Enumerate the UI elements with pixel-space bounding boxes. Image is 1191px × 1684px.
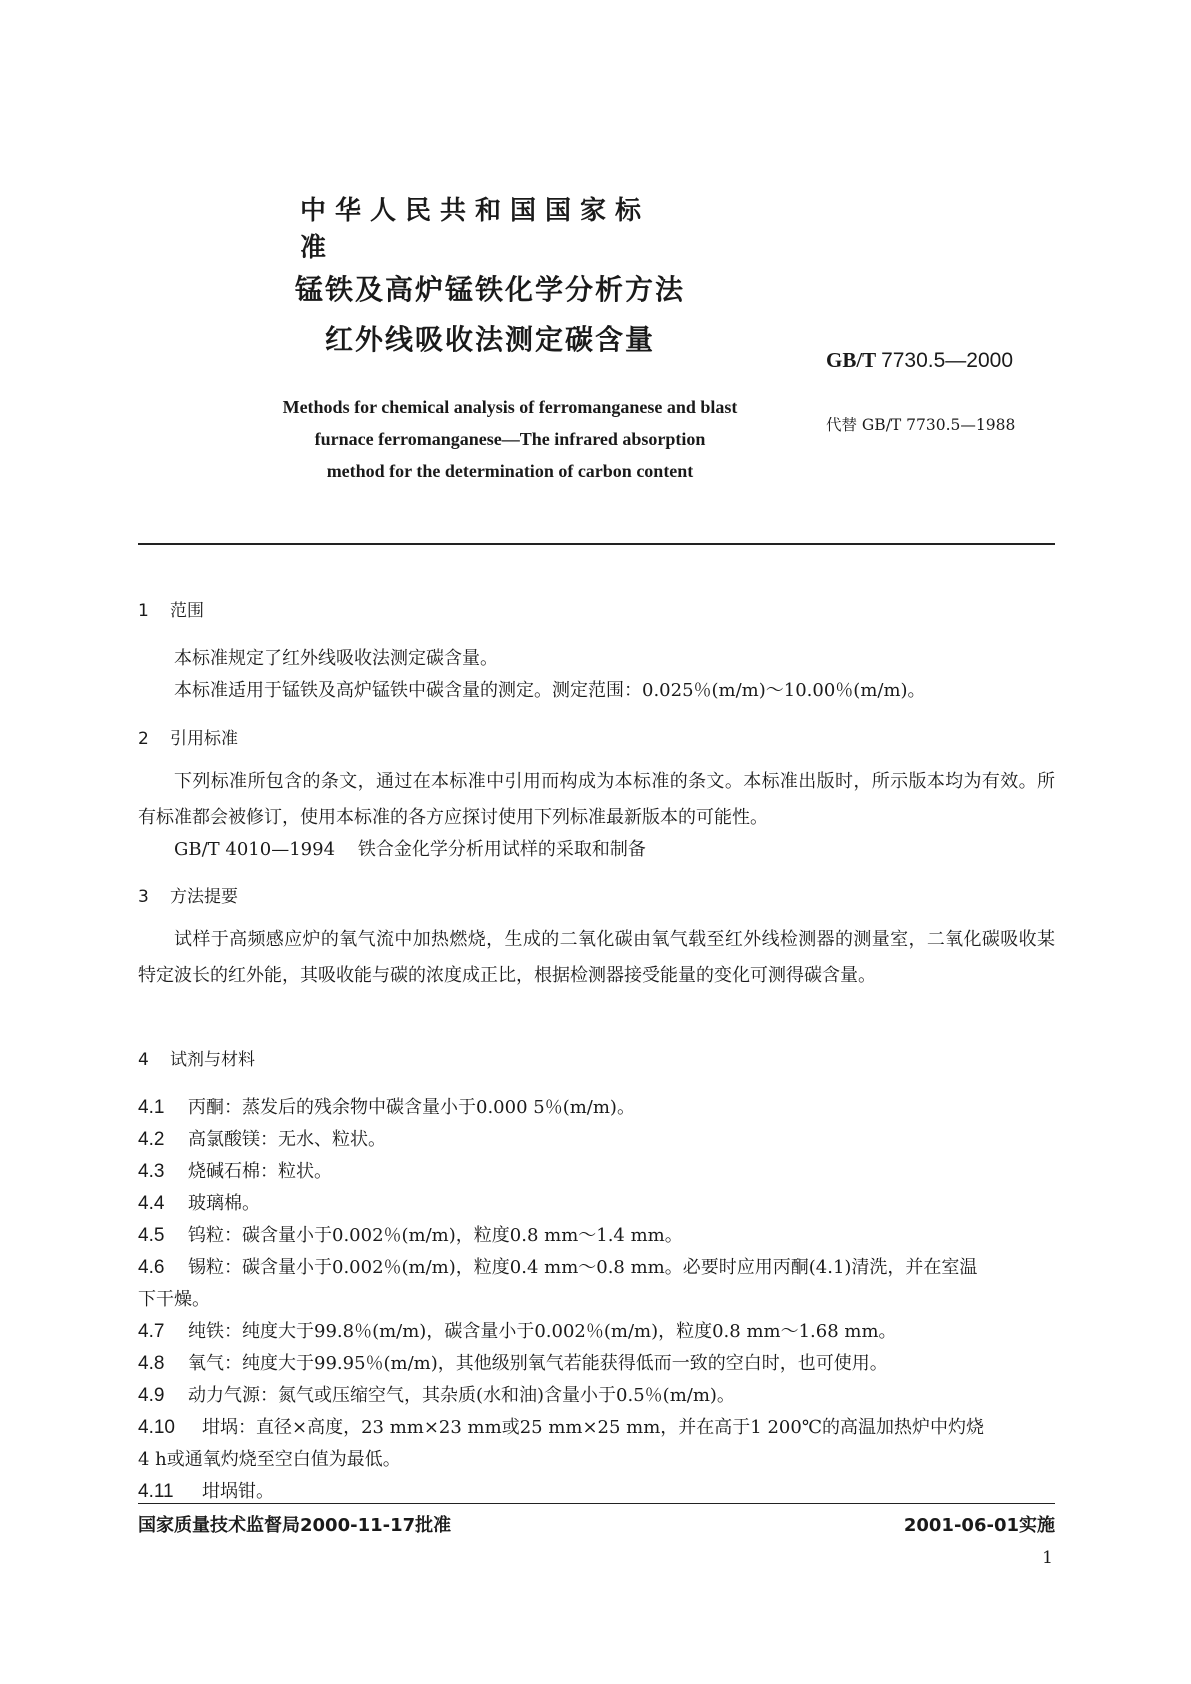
reference-entry <box>174 835 646 861</box>
list-item-continuation: 4 h或通氧灼烧至空白值为最低。 <box>138 1449 401 1470</box>
list-item <box>138 1413 984 1439</box>
list-item <box>138 1221 683 1247</box>
list-item <box>138 1381 735 1407</box>
section-4-heading <box>138 1045 255 1070</box>
section-3-paragraph: 试样于高频感应炉的氧气流中加热燃烧，生成的二氧化碳由氧气载至红外线检测器的测量室，二氧化碳吸收某特定波长的红外能，其吸收能与碳的浓度成正比，根据检测器接受能量的变化可测得碳含量。 <box>138 929 1055 986</box>
replaces-standard: 代替 GB/T 7730.5—1988 <box>826 416 1016 434</box>
item-number: 4.7 <box>138 1321 165 1342</box>
item-number: 4.3 <box>138 1161 165 1182</box>
standard-code-prefix: GB/T <box>826 348 876 372</box>
item-number: 4.4 <box>138 1193 165 1214</box>
section-1-heading <box>138 596 204 621</box>
list-item <box>138 1093 635 1119</box>
item-number: 4.9 <box>138 1385 165 1406</box>
page-number: 1 <box>1042 1548 1053 1568</box>
item-text: 丙酮：蒸发后的残余物中碳含量小于0.000 5％(m/m)。 <box>188 1097 635 1118</box>
approval-date: 国家质量技术监督局2000-11-17批准 <box>138 1515 452 1536</box>
item-number: 4.6 <box>138 1257 165 1278</box>
section-3-number: 3 <box>138 887 149 907</box>
reference-title: 铁合金化学分析用试样的采取和制备 <box>357 839 646 860</box>
footer-divider <box>138 1503 1055 1504</box>
item-number: 4.1 <box>138 1097 165 1118</box>
list-item <box>138 1125 386 1151</box>
standard-code-number: 7730.5—2000 <box>881 349 1014 372</box>
effective-date: 2001-06-01实施 <box>903 1515 1055 1536</box>
section-4-number: 4 <box>138 1050 149 1070</box>
item-text: 高氯酸镁：无水、粒状。 <box>188 1129 386 1150</box>
title-en-line-2: furnace ferromanganese—The infrared absorption <box>314 429 706 449</box>
title-en-line-1: Methods for chemical analysis of ferromanganese and blast <box>282 397 738 417</box>
national-standard-title: 中华人民共和国国家标准 <box>300 196 651 263</box>
section-1-paragraph-2: 本标准适用于锰铁及高炉锰铁中碳含量的测定。测定范围：0.025％(m/m)～10.00％(m/m)。 <box>174 680 926 701</box>
item-text: 氧气：纯度大于99.95％(m/m)，其他级别氧气若能获得低而一致的空白时，也可使用。 <box>188 1353 888 1374</box>
item-text: 烧碱石棉：粒状。 <box>188 1161 332 1182</box>
header-divider <box>138 543 1055 545</box>
item-text: 钨粒：碳含量小于0.002％(m/m)，粒度0.8 mm～1.4 mm。 <box>188 1225 683 1246</box>
section-2-title: 引用标准 <box>170 729 238 749</box>
title-cn-line-2: 红外线吸收法测定碳含量 <box>324 323 655 356</box>
item-number: 4.8 <box>138 1353 165 1374</box>
list-item <box>138 1189 260 1215</box>
item-text: 玻璃棉。 <box>188 1193 260 1214</box>
list-item <box>138 1349 888 1375</box>
title-en-line-3: method for the determination of carbon content <box>326 461 694 481</box>
reference-code: GB/T 4010—1994 <box>174 839 336 860</box>
item-number: 4.5 <box>138 1225 165 1246</box>
standard-code <box>826 348 1013 373</box>
list-item <box>138 1157 332 1183</box>
section-4-title: 试剂与材料 <box>170 1050 255 1070</box>
section-2-number: 2 <box>138 729 149 749</box>
title-cn-line-1: 锰铁及高炉锰铁化学分析方法 <box>294 273 685 306</box>
item-text: 纯铁：纯度大于99.8％(m/m)，碳含量小于0.002％(m/m)，粒度0.8 mm～1.68 mm。 <box>188 1321 897 1342</box>
item-number: 4.11 <box>138 1481 174 1502</box>
section-2-paragraph: 下列标准所包含的条文，通过在本标准中引用而构成为本标准的条文。本标准出版时，所示版本均为有效。所有标准都会被修订，使用本标准的各方应探讨使用下列标准最新版本的可能性。 <box>138 771 1055 828</box>
section-2-heading <box>138 724 238 749</box>
item-number: 4.2 <box>138 1129 165 1150</box>
section-1-title: 范围 <box>170 601 204 621</box>
list-item <box>138 1253 977 1279</box>
item-text: 锡粒：碳含量小于0.002％(m/m)，粒度0.4 mm～0.8 mm。必要时应用丙酮(4.1)清洗，并在室温 <box>188 1257 978 1278</box>
section-3-heading <box>138 882 238 907</box>
item-text: 坩埚：直径×高度，23 mm×23 mm或25 mm×25 mm，并在高于1 200℃的高温加热炉中灼烧 <box>202 1417 984 1438</box>
list-item <box>138 1317 897 1343</box>
list-item <box>138 1477 274 1503</box>
section-1-paragraph-1: 本标准规定了红外线吸收法测定碳含量。 <box>174 648 498 669</box>
item-text: 动力气源：氮气或压缩空气，其杂质(水和油)含量小于0.5％(m/m)。 <box>188 1385 735 1406</box>
list-item-continuation: 下干燥。 <box>138 1289 210 1310</box>
section-1-number: 1 <box>138 601 149 621</box>
item-text: 坩埚钳。 <box>202 1481 274 1502</box>
item-number: 4.10 <box>138 1417 175 1438</box>
section-3-title: 方法提要 <box>170 887 238 907</box>
